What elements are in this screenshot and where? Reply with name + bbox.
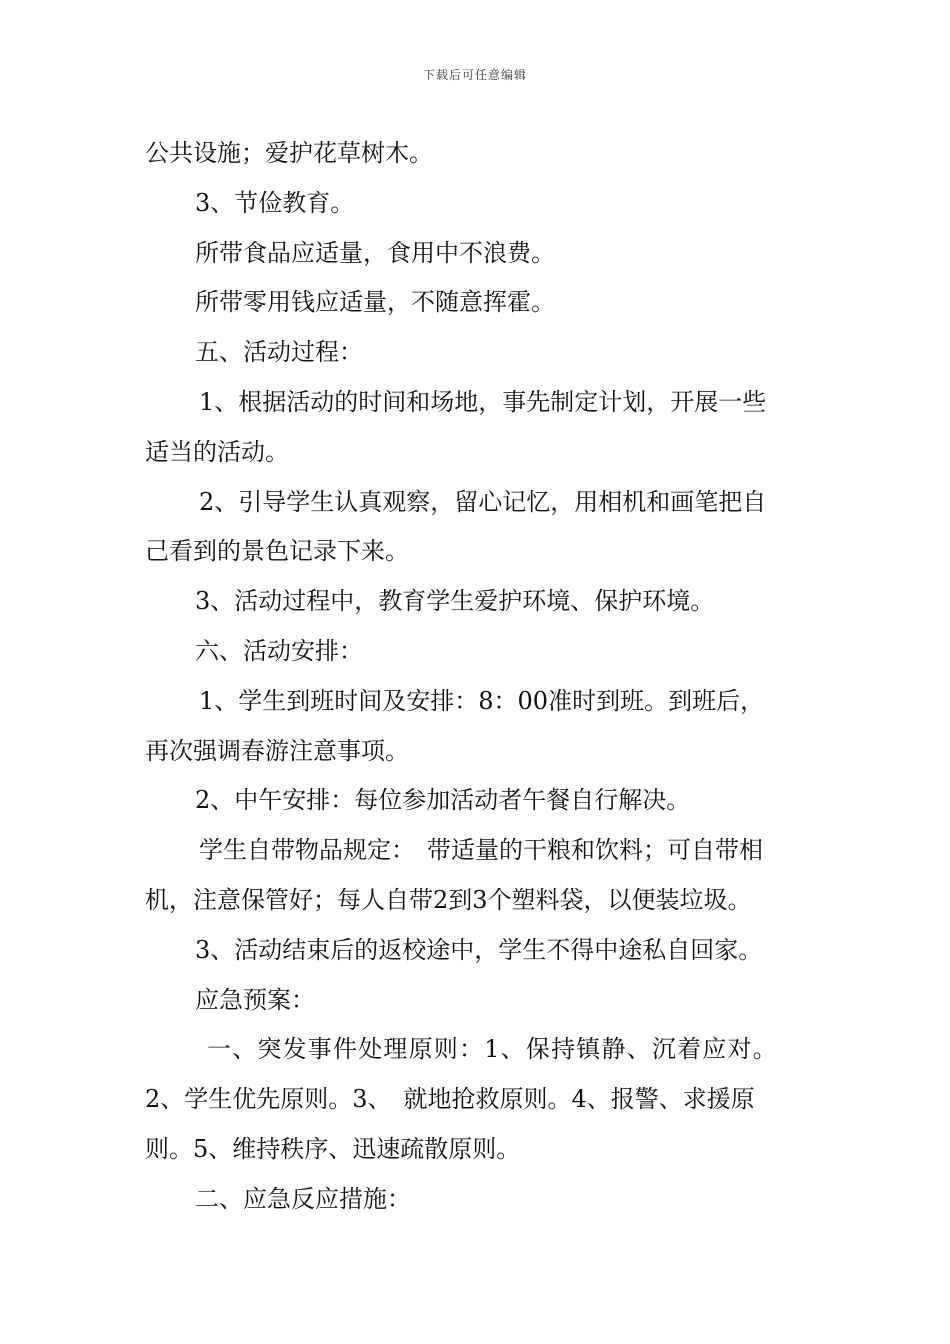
text-line: 3、活动结束后的返校途中，学生不得中途私自回家。 <box>195 935 763 964</box>
document-body <box>145 129 825 1225</box>
text-line: 1、根据活动的时间和场地，事先制定计划，开展一些 <box>199 387 767 416</box>
text-line: 3、节俭教育。 <box>195 188 355 217</box>
text-line: 则。5、维持秩序、迅速疏散原则。 <box>145 1134 521 1163</box>
text-line: 所带食品应适量，食用中不浪费。 <box>195 238 555 267</box>
text-line: 己看到的景色记录下来。 <box>145 537 409 566</box>
text-line: 2、学生优先原则。3、 就地抢救原则。4、报警、求援原 <box>145 1085 755 1114</box>
section-heading: 二、应急反应措施： <box>195 1184 411 1213</box>
page-header: 下载后可任意编辑 <box>422 68 527 82</box>
section-heading: 六、活动安排： <box>195 636 363 665</box>
section-heading: 应急预案： <box>195 985 315 1014</box>
section-heading: 五、活动过程： <box>195 338 363 367</box>
text-line: 再次强调春游注意事项。 <box>145 736 409 765</box>
text-line: 2、中午安排：每位参加活动者午餐自行解决。 <box>195 786 691 815</box>
text-line: 2、引导学生认真观察，留心记忆，用相机和画笔把自 <box>199 487 767 516</box>
text-line: 适当的活动。 <box>145 437 289 466</box>
text-line: 学生自带物品规定： 带适量的干粮和饮料；可自带相 <box>199 836 763 865</box>
text-line: 所带零用钱应适量，不随意挥霍。 <box>195 288 555 317</box>
text-line: 公共设施；爱护花草树木。 <box>145 139 433 167</box>
text-line: 3、活动过程中，教育学生爱护环境、保护环境。 <box>195 587 715 616</box>
text-line: 1、学生到班时间及安排：8：00准时到班。到班后， <box>199 686 765 715</box>
text-line: 机，注意保管好；每人自带2到3个塑料袋，以便装垃圾。 <box>145 885 752 914</box>
text-line: 一、突发事件处理原则：1、保持镇静、沉着应对。 <box>207 1035 778 1064</box>
